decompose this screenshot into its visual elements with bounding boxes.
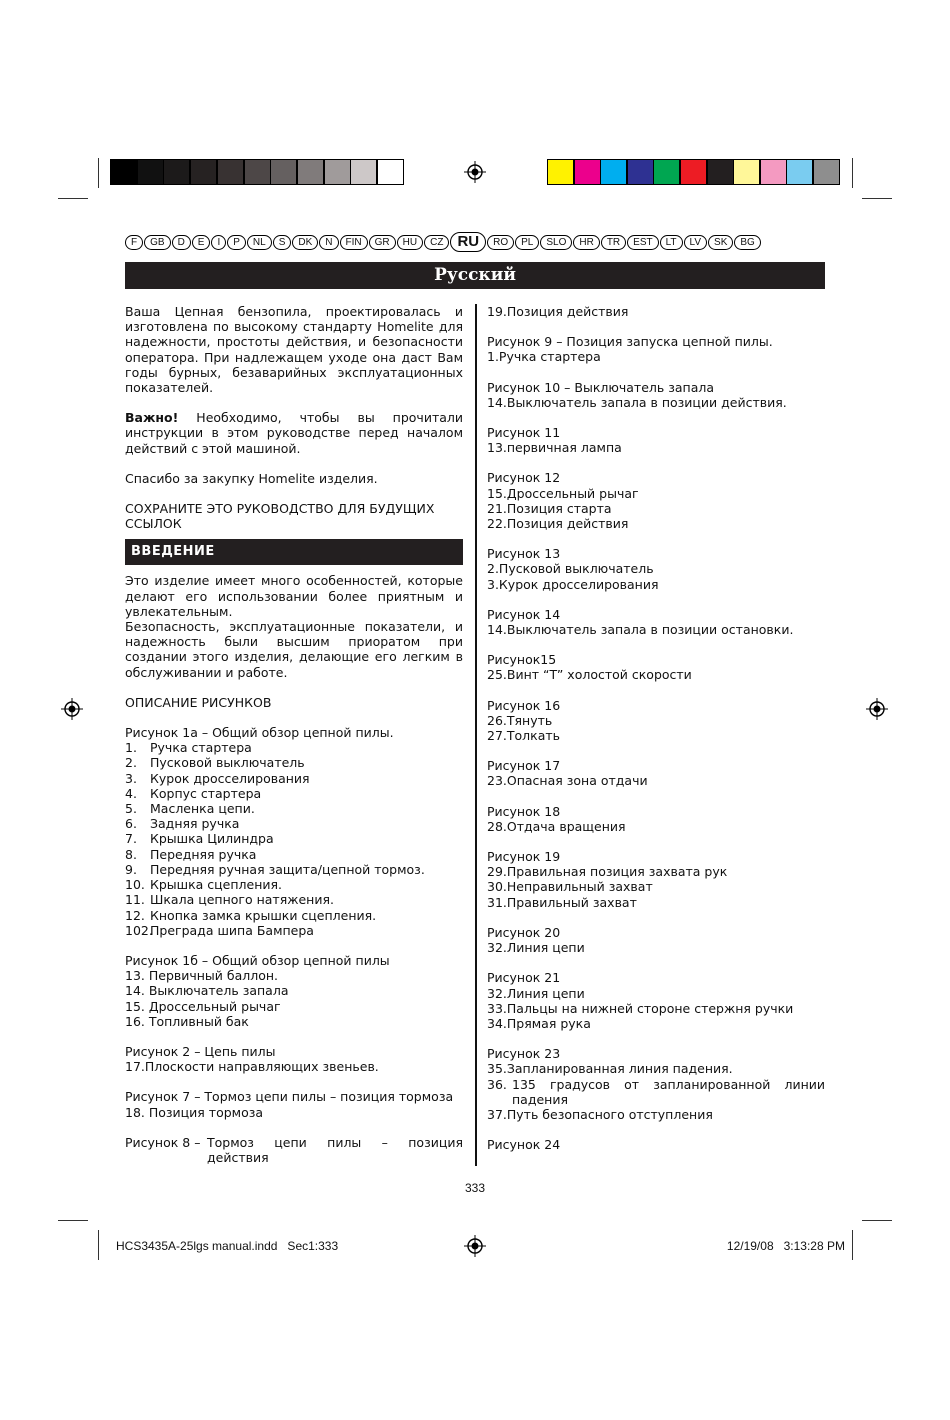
list-item (487, 1077, 825, 1107)
list-text: Передняя ручка (150, 846, 257, 862)
save-manual-heading: СОХРАНИТЕ ЭТО РУКОВОДСТВО ДЛЯ БУДУЩИХ ССЫЛОК (125, 501, 435, 532)
list-item: 18. Позиция тормоза (125, 1104, 264, 1120)
list-text: Кнопка замка крышки сцепления. (150, 907, 377, 923)
gray-swatch (244, 159, 271, 185)
list-item: 19.Позиция действия (487, 304, 629, 319)
language-tab-tr[interactable]: TR (601, 235, 626, 250)
list-item: 16. Топливный бак (125, 1013, 249, 1029)
list-text: Шкала цепного натяжения. (150, 892, 334, 908)
language-tab-i[interactable]: I (211, 235, 226, 250)
registration-mark-icon (464, 161, 486, 183)
list-item: 34.Прямая рука (487, 1015, 591, 1031)
list-item: 27.Толкать (487, 728, 561, 744)
gray-swatch (190, 159, 217, 185)
list-item: 13.первичная лампа (487, 440, 622, 456)
color-swatch (707, 159, 734, 185)
list-item: 32.Линия цепи (487, 940, 585, 956)
figure-title: Рисунок 13 (487, 546, 561, 562)
figure-title: Рисунок 11 (487, 425, 561, 441)
figures-heading: ОПИСАНИЕ РИСУНКОВ (125, 694, 272, 710)
color-swatch (653, 159, 680, 185)
list-item (125, 923, 463, 938)
color-swatch (786, 159, 813, 185)
list-item: 29.Правильная позиция захвата рук (487, 864, 728, 880)
list-text: Пусковой выключатель (150, 755, 305, 771)
language-tab-n[interactable]: N (319, 235, 338, 250)
footer-datetime: 12/19/08 3:13:28 PM (726, 1239, 845, 1253)
list-item (125, 892, 463, 907)
list-item: 17.Плоскости направляющих звеньев. (125, 1059, 379, 1075)
figure-title: Рисунок 21 (487, 970, 561, 986)
list-text: Преграда шипа Бампера (150, 922, 314, 938)
list-text: 135 градусов от запланированной линии падения (512, 1076, 825, 1107)
figure-title: Рисунок 1б – Общий обзор цепной пилы (125, 952, 390, 968)
intro-paragraph: Ваша Цепная бензопила, проектировалась и изготовлена по высокому стандарту Homelite для надежности, простоты действия, и безопасности оператора. При надлежащем уходе она даст Вам годы бурных, безаварийных эксплуатационных показателей. (125, 304, 463, 396)
list-text: Корпус стартера (150, 785, 262, 801)
list-text: Задняя ручка (150, 816, 240, 832)
list-item: 15.Дроссельный рычаг (487, 485, 639, 501)
language-tab-hr[interactable]: HR (573, 235, 599, 250)
left-column (125, 304, 463, 1165)
list-item (125, 847, 463, 862)
color-swatch (547, 159, 574, 185)
list-item: 13. Первичный баллон. (125, 968, 279, 984)
figure-title: Рисунок 18 (487, 803, 561, 819)
list-item (125, 816, 463, 831)
language-tab-nl[interactable]: NL (247, 235, 272, 250)
crop-mark (852, 158, 853, 188)
list-number: 1. (125, 740, 137, 756)
list-text: Масленка цепи. (150, 801, 255, 817)
list-item: 14.Выключатель запала в позиции остановки. (487, 622, 794, 638)
page-number: 333 (464, 1181, 486, 1195)
list-item: 31.Правильный захват (487, 894, 637, 910)
figure-title: Рисунок15 (487, 652, 557, 668)
figure-title: Рисунок 23 (487, 1046, 561, 1062)
crop-mark (58, 1220, 88, 1221)
list-item: 1.Ручка стартера (487, 349, 601, 365)
important-label: Важно! (125, 410, 179, 426)
list-number: 8. (125, 846, 137, 862)
figure-title: Рисунок 9 – Позиция запуска цепной пилы. (487, 334, 773, 350)
list-item: 33.Пальцы на нижней стороне стержня ручки (487, 1000, 794, 1016)
list-item: 21.Позиция старта (487, 500, 612, 516)
list-item (125, 755, 463, 770)
list-text: Курок дросселирования (150, 770, 310, 786)
list-text: Крышка сцепления. (150, 877, 283, 893)
list-item (125, 771, 463, 786)
registration-mark-icon (866, 698, 888, 720)
figure-1a-list (125, 740, 463, 938)
registration-mark-icon (464, 1235, 486, 1257)
list-item: 35.Запланированная линия падения. (487, 1061, 733, 1077)
language-tab-p[interactable]: P (227, 235, 246, 250)
gray-swatch (217, 159, 244, 185)
list-number: 7. (125, 831, 137, 847)
language-tab-pl[interactable]: PL (515, 235, 539, 250)
language-selector (125, 232, 761, 252)
figure-title: Рисунок 24 (487, 1137, 561, 1153)
introduction-paragraph: Это изделие имеет много особенностей, которые делают его использовании более приятным и увлекательным. (125, 573, 463, 619)
figure-title: Рисунок 7 – Тормоз цепи пилы – позиция тормоза (125, 1089, 454, 1105)
list-item (125, 831, 463, 846)
color-swatch (680, 159, 707, 185)
gray-swatch (137, 159, 164, 185)
list-text: Крышка Цилиндра (150, 831, 274, 847)
list-number: 36. (487, 1076, 507, 1092)
crop-mark (58, 198, 88, 199)
figure-title: Рисунок 19 (487, 849, 561, 865)
language-tab-f[interactable]: F (125, 235, 143, 250)
list-number: 4. (125, 785, 137, 801)
list-item (125, 801, 463, 816)
footer-file-info: HCS3435A-25lgs manual.indd Sec1:333 (116, 1239, 339, 1253)
list-item (125, 877, 463, 892)
list-item: 25.Винт “T” холостой скорости (487, 667, 692, 683)
list-text: Ручка стартера (150, 740, 252, 756)
figure-title: Рисунок 2 – Цепь пилы (125, 1043, 276, 1059)
color-swatch (627, 159, 654, 185)
page-title: Русский (125, 262, 825, 289)
language-tab-fin[interactable]: FIN (340, 235, 368, 250)
figure-groups (487, 334, 825, 1046)
figure-title: Рисунок 12 (487, 470, 561, 486)
list-number: 5. (125, 801, 137, 817)
gray-swatch (163, 159, 190, 185)
list-item: 2.Пусковой выключатель (487, 561, 654, 577)
figure-title: Рисунок 16 (487, 697, 561, 713)
language-tab-lv[interactable]: LV (684, 235, 708, 250)
list-number: 12. (125, 907, 145, 923)
list-item: 14. Выключатель запала (125, 983, 289, 999)
crop-mark (862, 1220, 892, 1221)
figure-title: Рисунок 10 – Выключатель запала (487, 379, 715, 395)
figure-8-text: Тормоз цепи пилы – позиция действия (207, 1134, 463, 1165)
list-item: 30.Неправильный захват (487, 879, 653, 895)
gray-swatch (377, 159, 404, 185)
language-tab-ru[interactable]: RU (450, 232, 486, 252)
color-swatch (760, 159, 787, 185)
figure-title: Рисунок 14 (487, 606, 561, 622)
list-number: 9. (125, 861, 137, 877)
list-item: 14.Выключатель запала в позиции действия. (487, 394, 787, 410)
introduction-paragraph: Безопасность, эксплуатационные показатели, и надежность были высшим приоратом при создании этого изделия, делающие его легким в обслуживании и работе. (125, 619, 463, 680)
important-text: Необходимо, чтобы вы прочитали инструкции в этом руководстве перед началом действий с этой машиной. (125, 410, 463, 456)
important-paragraph (125, 410, 463, 456)
list-item (125, 786, 463, 801)
crop-mark (98, 1230, 99, 1260)
thanks-paragraph: Спасибо за закупку Homelite изделия. (125, 470, 378, 486)
figure-title: Рисунок 20 (487, 924, 561, 940)
list-number: 6. (125, 816, 137, 832)
list-number: 10. (125, 877, 145, 893)
figure-8-entry (125, 1135, 463, 1165)
list-item: 23.Опасная зона отдачи (487, 773, 648, 789)
list-item: 3.Курок дросселирования (487, 576, 659, 592)
registration-mark-icon (61, 698, 83, 720)
language-tab-cz[interactable]: CZ (424, 235, 449, 250)
list-text: Передняя ручная защита/цепной тормоз. (150, 861, 425, 877)
crop-mark (852, 1230, 853, 1260)
list-item: 28.Отдача вращения (487, 818, 626, 834)
list-item: 37.Путь безопасного отступления (487, 1106, 713, 1122)
language-tab-ro[interactable]: RO (487, 235, 514, 250)
language-tab-hu[interactable]: HU (397, 235, 423, 250)
gray-swatch (270, 159, 297, 185)
language-tab-e[interactable]: E (192, 235, 211, 250)
list-number: 11. (125, 892, 145, 908)
section-heading-introduction: ВВЕДЕНИЕ (125, 539, 463, 565)
language-tab-bg[interactable]: BG (734, 235, 760, 250)
gray-swatch (297, 159, 324, 185)
list-item (125, 908, 463, 923)
crop-mark (98, 158, 99, 188)
language-tab-s[interactable]: S (273, 235, 292, 250)
figure-title: Рисунок 8 – (125, 1134, 201, 1150)
list-item (125, 740, 463, 755)
column-divider (475, 304, 477, 1166)
color-swatch (574, 159, 601, 185)
language-tab-lt[interactable]: LT (660, 235, 683, 250)
gray-swatch (324, 159, 351, 185)
language-tab-d[interactable]: D (172, 235, 191, 250)
list-number: 2. (125, 755, 137, 771)
list-item (125, 862, 463, 877)
figure-description (207, 1135, 463, 1165)
figure-title: Рисунок 17 (487, 758, 561, 774)
right-column (487, 304, 825, 1152)
crop-mark (862, 198, 892, 199)
list-item: 32.Линия цепи (487, 985, 585, 1001)
language-tab-slo[interactable]: SLO (540, 235, 572, 250)
list-number: 3. (125, 770, 137, 786)
language-tab-gb[interactable]: GB (144, 235, 170, 250)
language-tab-dk[interactable]: DK (292, 235, 318, 250)
color-swatch (600, 159, 627, 185)
language-tab-sk[interactable]: SK (708, 235, 733, 250)
list-item: 22.Позиция действия (487, 516, 629, 532)
gray-swatch (350, 159, 377, 185)
figure-title: Рисунок 1a – Общий обзор цепной пилы. (125, 725, 394, 741)
language-tab-est[interactable]: EST (627, 235, 658, 250)
color-swatch (733, 159, 760, 185)
list-item: 15. Дроссельный рычаг (125, 998, 281, 1014)
list-number: 102. (125, 922, 153, 938)
list-item: 26.Тянуть (487, 712, 553, 728)
color-swatch (813, 159, 840, 185)
gray-swatch (110, 159, 137, 185)
language-tab-gr[interactable]: GR (369, 235, 396, 250)
